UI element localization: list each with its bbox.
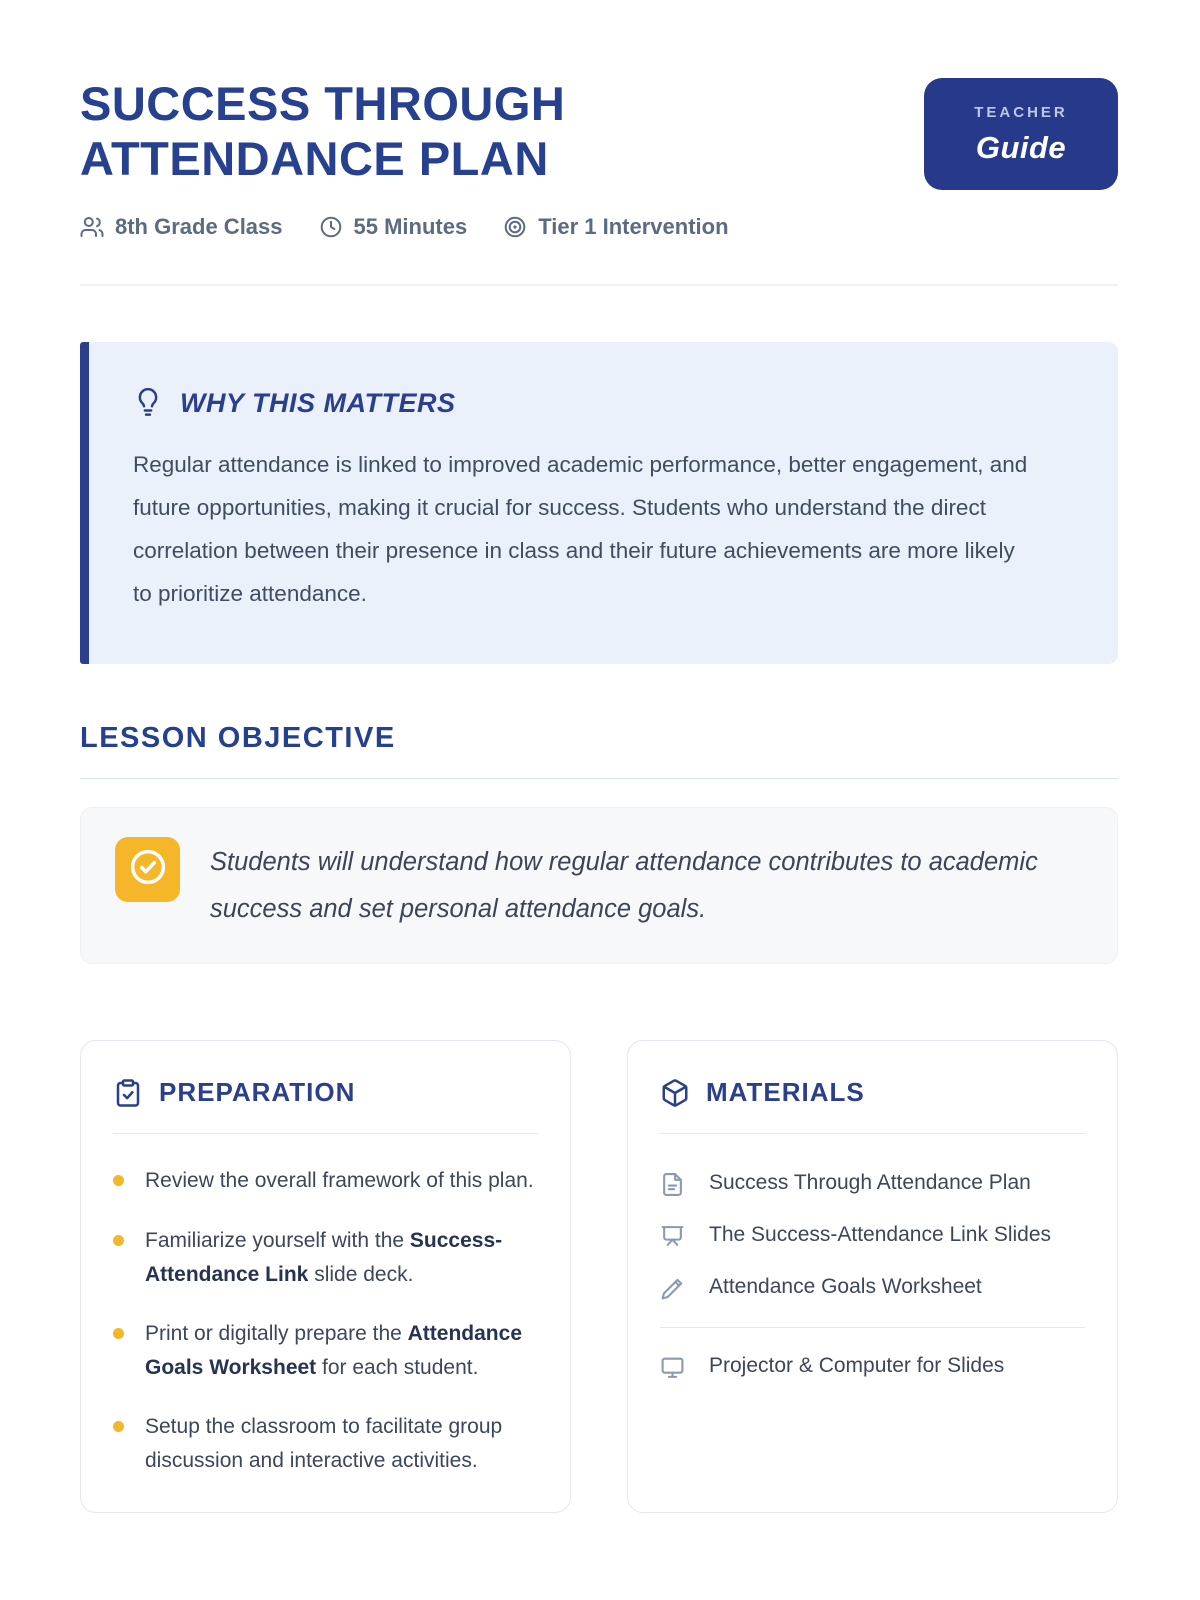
why-this-matters-box — [80, 342, 1118, 664]
preparation-heading-row — [113, 1077, 538, 1108]
teacher-guide-badge — [924, 78, 1118, 190]
clock-icon — [319, 215, 343, 239]
meta-item — [503, 214, 728, 240]
material-item — [660, 1210, 1085, 1262]
objective-text: Students will understand how regular attendance contributes to academic success and set personal attendance goals. — [210, 847, 1038, 923]
material-item — [660, 1341, 1085, 1393]
list-item — [113, 1224, 538, 1291]
list-item-text: Setup the classroom to facilitate group discussion and interactive activities. — [145, 1415, 503, 1473]
preparation-card — [80, 1040, 571, 1512]
meta-label: 55 Minutes — [353, 213, 468, 239]
clipboard-check-icon — [113, 1078, 143, 1108]
meta-label: Tier 1 Intervention — [538, 213, 729, 239]
preparation-divider — [113, 1133, 538, 1134]
package-icon — [660, 1078, 690, 1108]
lesson-objective-heading: LESSON OBJECTIVE — [80, 721, 396, 754]
preparation-list — [113, 1164, 538, 1477]
lightbulb-icon — [133, 388, 163, 418]
material-item — [660, 1158, 1085, 1210]
why-heading-text: WHY THIS MATTERS — [180, 387, 456, 418]
objective-card — [80, 807, 1118, 965]
material-item — [660, 1262, 1085, 1314]
list-item-text: Print or digitally prepare the Attendance Goals Worksheet for each student. — [145, 1322, 522, 1379]
materials-card — [627, 1040, 1118, 1512]
header — [80, 76, 1118, 240]
materials-list — [660, 1158, 1085, 1393]
header-divider — [80, 284, 1118, 286]
monitor-icon — [660, 1355, 685, 1380]
page-title: SUCCESS THROUGH ATTENDANCE PLAN — [80, 77, 566, 186]
presentation-icon — [660, 1224, 685, 1249]
bullet-dot — [113, 1235, 124, 1246]
file-text-icon — [660, 1172, 685, 1197]
pencil-icon — [660, 1276, 685, 1301]
materials-divider — [660, 1133, 1085, 1134]
list-item-text: Review the overall framework of this plan. — [145, 1169, 534, 1193]
bullet-dot — [113, 1328, 124, 1339]
badge-label-teacher: TEACHER — [974, 104, 1068, 121]
bullet-dot — [113, 1175, 124, 1186]
material-item-label: Projector & Computer for Slides — [709, 1354, 1005, 1378]
why-body-text: Regular attendance is linked to improved academic performance, better engagement, and future opportunities, making it crucial for success. Students who understand the direct correlation between their presence in class and their future achievements are more likely to prioritize attendance. — [133, 451, 1028, 607]
meta-row — [80, 214, 820, 240]
cards-row — [80, 1040, 1118, 1512]
meta-item — [319, 214, 468, 240]
materials-heading-text: MATERIALS — [706, 1077, 865, 1108]
list-item — [113, 1317, 538, 1384]
preparation-heading-text: PREPARATION — [159, 1077, 356, 1108]
list-item — [113, 1164, 538, 1198]
check-circle-icon — [127, 846, 169, 893]
badge-label-guide: Guide — [975, 130, 1067, 165]
users-icon — [80, 215, 104, 239]
why-heading-row — [133, 388, 1032, 419]
target-icon — [503, 215, 527, 239]
title-block — [80, 76, 820, 240]
material-item-label: The Success-Attendance Link Slides — [709, 1223, 1052, 1247]
bullet-dot — [113, 1421, 124, 1432]
objective-check-badge — [115, 837, 180, 902]
lesson-objective-divider — [80, 778, 1118, 779]
meta-item — [80, 214, 283, 240]
material-item-label: Attendance Goals Worksheet — [709, 1275, 982, 1299]
meta-label: 8th Grade Class — [115, 213, 283, 239]
materials-heading-row — [660, 1077, 1085, 1108]
materials-group-divider — [660, 1327, 1085, 1328]
list-item — [113, 1410, 538, 1477]
material-item-label: Success Through Attendance Plan — [709, 1171, 1031, 1195]
list-item-text: Familiarize yourself with the Success-Attendance Link slide deck. — [145, 1229, 503, 1286]
